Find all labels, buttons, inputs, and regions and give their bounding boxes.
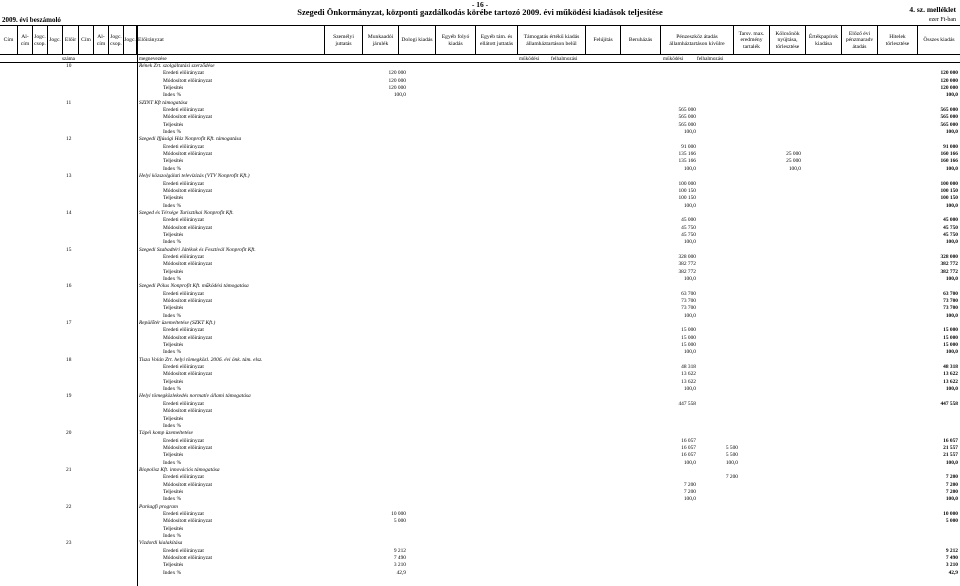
- cell-value: 13 622: [681, 371, 696, 378]
- cell-value: 120 000: [388, 77, 406, 84]
- cell-value: 5 000: [393, 518, 406, 525]
- group-name: Szegedi Szabadtéri Játékok és Fesztivál Nonprofit Kft.: [139, 246, 256, 253]
- group-number: 10: [66, 63, 72, 69]
- row-label: Index %: [163, 92, 182, 99]
- cell-value: 63 700: [681, 290, 696, 297]
- row-label: Teljesítés: [163, 231, 184, 238]
- cell-value: 73 700: [681, 305, 696, 312]
- cell-value: 48 318: [943, 364, 958, 371]
- table-row: [0, 460, 960, 467]
- col-cim: Cím: [0, 26, 18, 55]
- group-header-row: [0, 467, 960, 474]
- row-label: Teljesítés: [163, 525, 184, 532]
- table-row: [0, 217, 960, 224]
- cell-value: 16 057: [681, 437, 696, 444]
- cell-value: 100,0: [683, 129, 696, 136]
- group-number: 16: [66, 283, 72, 290]
- table-row: [0, 533, 960, 540]
- group-name: Repülőtér üzemeltetése (SZKT Kft.): [139, 320, 216, 327]
- row-label: Teljesítés: [163, 488, 184, 495]
- table-row: [0, 114, 960, 121]
- col-eloiranyzat: Előirányzat: [137, 26, 325, 55]
- cell-value: 9 212: [393, 547, 406, 554]
- cell-value: 73 700: [943, 298, 958, 304]
- row-label: Módosított előirányzat: [163, 298, 212, 304]
- group-name: Tisza Volán Zrt. helyi tömegközl. 2006. évi önk. tám. elsz.: [139, 356, 263, 363]
- group-header-row: [0, 320, 960, 327]
- cell-value: 45 000: [943, 217, 958, 224]
- row-label: Index %: [163, 202, 182, 209]
- group-number: 23: [66, 540, 72, 547]
- col-tarsv: Tarsv. max. eredmény tartalék: [734, 26, 770, 55]
- group-header-row: [0, 357, 960, 364]
- table-row: [0, 85, 960, 92]
- cell-value: 16 057: [681, 452, 696, 459]
- cell-value: 5 500: [725, 444, 738, 451]
- group-header-row: [0, 283, 960, 290]
- group-name: Rének Zrt. szolgáltatási szerződése: [139, 63, 215, 69]
- cell-value: 382 772: [940, 261, 958, 268]
- group-header-row: [0, 100, 960, 107]
- col-dologi: Dologi kiadás: [399, 26, 436, 55]
- table-row: [0, 438, 960, 445]
- cell-value: 16 057: [943, 437, 958, 444]
- cell-value: 13 622: [943, 378, 958, 385]
- row-label: Index %: [163, 239, 182, 246]
- row-label: Eredeti előirányzat: [163, 253, 204, 260]
- table-row: [0, 386, 960, 393]
- group-header-row: [0, 393, 960, 400]
- row-label: Eredeti előirányzat: [163, 290, 204, 297]
- row-label: Index %: [163, 459, 182, 466]
- cell-value: 100,0: [683, 275, 696, 282]
- table-row: [0, 482, 960, 489]
- cell-value: 100 000: [678, 180, 696, 187]
- group-number: 22: [66, 503, 72, 510]
- table-row: [0, 364, 960, 371]
- group-header-row: [0, 210, 960, 217]
- cell-value: 7 200: [945, 488, 958, 495]
- row-label: Index %: [163, 386, 182, 393]
- group-header-row: [0, 173, 960, 180]
- row-label: Módosított előirányzat: [163, 187, 212, 194]
- group-header-row: [0, 247, 960, 254]
- col-cim-2: Cím: [79, 26, 94, 55]
- table-row: [0, 122, 960, 129]
- row-label: Módosított előirányzat: [163, 371, 212, 378]
- row-label: Index %: [163, 569, 182, 576]
- row-label: Index %: [163, 349, 182, 356]
- cell-value: 382 772: [678, 261, 696, 268]
- row-label: Teljesítés: [163, 121, 184, 128]
- cell-value: 100,0: [683, 165, 696, 172]
- row-label: Módosított előirányzat: [163, 555, 212, 562]
- cell-value: 565 000: [678, 121, 696, 128]
- group-number: 21: [66, 466, 72, 473]
- table-row: [0, 423, 960, 430]
- group-name: Biopolisz Kft. innovációs támogatása: [139, 466, 220, 473]
- row-label: Teljesítés: [163, 158, 184, 165]
- row-label: Eredeti előirányzat: [163, 474, 204, 481]
- group-header-row: [0, 430, 960, 437]
- col-ertekpapirok: Értékpapírok kiadása: [806, 26, 842, 55]
- cell-value: 328 000: [678, 253, 696, 260]
- cell-value: 15 000: [943, 327, 958, 334]
- col-penzeszkoz: Pénzeszköz átadás államháztartáson kívülre: [661, 26, 734, 55]
- group-number: 17: [66, 320, 72, 327]
- cell-value: 160 166: [940, 151, 958, 158]
- cell-value: 42,9: [396, 569, 406, 576]
- table-row: [0, 144, 960, 151]
- row-label: Módosított előirányzat: [163, 114, 212, 121]
- table-row: [0, 232, 960, 239]
- table-row: [0, 562, 960, 569]
- row-label: Eredeti előirányzat: [163, 547, 204, 554]
- cell-value: 15 000: [681, 342, 696, 349]
- row-label: Index %: [163, 165, 182, 172]
- row-label: Eredeti előirányzat: [163, 107, 204, 114]
- group-number: 19: [66, 393, 72, 400]
- row-label: Eredeti előirányzat: [163, 217, 204, 224]
- row-label: Index %: [163, 129, 182, 136]
- table-row: [0, 474, 960, 481]
- row-label: Módosított előirányzat: [163, 481, 212, 488]
- cell-value: 382 772: [940, 268, 958, 275]
- table-row: [0, 313, 960, 320]
- table-row: [0, 570, 960, 577]
- cell-value: 100 000: [940, 180, 958, 187]
- row-label: Eredeti előirányzat: [163, 437, 204, 444]
- group-number: 11: [66, 99, 72, 106]
- group-name: Vízdordi kialakítása: [139, 540, 183, 547]
- table-row: [0, 408, 960, 415]
- cell-value: 100,0: [945, 275, 958, 282]
- col-alcim-2: Al-cím: [94, 26, 109, 55]
- row-label: Teljesítés: [163, 85, 184, 92]
- row-label: Eredeti előirányzat: [163, 327, 204, 334]
- col-egyeb-tam: Egyéb tám. és ellátott juttatás: [476, 26, 518, 55]
- cell-value: 16 057: [681, 444, 696, 451]
- table-row: [0, 349, 960, 356]
- row-label: Teljesítés: [163, 562, 184, 569]
- group-name: Szegedi Pólus Nonprofit Kft. működési támogatása: [139, 283, 249, 290]
- cell-value: 120 000: [388, 70, 406, 77]
- cell-value: 100,0: [683, 459, 696, 466]
- cell-value: 5 500: [725, 452, 738, 459]
- table-row: [0, 452, 960, 459]
- table-row: [0, 291, 960, 298]
- cell-value: 7 200: [945, 481, 958, 488]
- group-name: Helyi tömegközlekedés normatív állami támogatása: [139, 393, 251, 400]
- cell-value: 45 750: [943, 224, 958, 231]
- table-row: [0, 335, 960, 342]
- table-row: [0, 379, 960, 386]
- cell-value: 45 750: [681, 231, 696, 238]
- cell-value: 15 000: [943, 334, 958, 341]
- col-alcim: Al-cím: [18, 26, 33, 55]
- cell-value: 565 000: [940, 114, 958, 121]
- subheader-felhalmozasi-2: felhalmozási: [697, 56, 724, 62]
- row-label: Teljesítés: [163, 415, 184, 422]
- cell-value: 3 210: [945, 562, 958, 569]
- cell-value: 7 200: [945, 474, 958, 481]
- cell-value: 100,0: [945, 312, 958, 319]
- row-label: Eredeti előirányzat: [163, 180, 204, 187]
- col-jogc-csop-2: Jogc. csop.: [109, 26, 124, 55]
- cell-value: 100 150: [940, 187, 958, 194]
- group-name: Szegedi Ifjúsági Ház Nonprofit Kft. támogatása: [139, 136, 242, 143]
- cell-value: 91 000: [681, 143, 696, 150]
- group-header-row: [0, 136, 960, 143]
- cell-value: 120 000: [940, 77, 958, 84]
- cell-value: 100,0: [788, 165, 801, 172]
- subheader-szama: száma: [62, 56, 75, 62]
- col-eloir: Előir: [63, 26, 79, 55]
- col-szemelyi: Személyi juttatás: [325, 26, 363, 55]
- group-name: Helyi közszolgálati televízizás (VTV Nonprofit Kft.): [139, 173, 250, 180]
- cell-value: 21 557: [943, 452, 958, 459]
- cell-value: 5 000: [945, 518, 958, 525]
- cell-value: 100,0: [683, 202, 696, 209]
- cell-value: 100 150: [678, 195, 696, 202]
- table-header: [0, 26, 960, 55]
- table-row: [0, 327, 960, 334]
- table-row: [0, 92, 960, 99]
- row-label: Módosított előirányzat: [163, 518, 212, 525]
- group-number: 14: [66, 209, 72, 216]
- table-row: [0, 511, 960, 518]
- col-tamogatas: Támogatás értékű kiadás államháztartáson belül: [518, 26, 586, 55]
- table-row: [0, 416, 960, 423]
- cell-value: 42,9: [948, 569, 958, 576]
- col-jogc-csop: Jogc. csop.: [33, 26, 48, 55]
- cell-value: 63 700: [943, 290, 958, 297]
- table-row: [0, 151, 960, 158]
- cell-value: 73 700: [943, 305, 958, 312]
- subheader-mukodesi-1: működési: [519, 56, 540, 62]
- cell-value: 13 622: [681, 378, 696, 385]
- cell-value: 447 558: [940, 400, 958, 407]
- cell-value: 100,0: [945, 459, 958, 466]
- row-label: Módosított előirányzat: [163, 408, 212, 415]
- group-header-row: [0, 540, 960, 547]
- group-name: Parkagfi program: [139, 503, 178, 510]
- row-label: Módosított előirányzat: [163, 444, 212, 451]
- col-munkaadoi: Munkaadói járulék: [363, 26, 399, 55]
- col-egyeb-folyo: Egyéb folyó kiadás: [436, 26, 476, 55]
- table-row: [0, 261, 960, 268]
- row-label: Módosított előirányzat: [163, 151, 212, 158]
- table-row: [0, 342, 960, 349]
- cell-value: 120 000: [940, 85, 958, 92]
- group-number: 13: [66, 173, 72, 180]
- table-row: [0, 518, 960, 525]
- cell-value: 45 750: [943, 231, 958, 238]
- row-label: Index %: [163, 422, 182, 429]
- cell-value: 100,0: [945, 349, 958, 356]
- table-body: [0, 63, 960, 577]
- col-jogc-2: Jogc.: [124, 26, 137, 55]
- cell-value: 7 200: [725, 474, 738, 481]
- unit-label: ezer Ft-ban: [928, 17, 956, 23]
- table-row: [0, 269, 960, 276]
- group-number: 18: [66, 356, 72, 363]
- cell-value: 100 150: [940, 195, 958, 202]
- row-label: Módosított előirányzat: [163, 334, 212, 341]
- year-label: 2009. évi beszámoló: [2, 16, 61, 24]
- table-row: [0, 371, 960, 378]
- cell-value: 100,0: [683, 349, 696, 356]
- col-hitelek: Hitelek törlesztése: [878, 26, 918, 55]
- cell-value: 15 000: [681, 327, 696, 334]
- cell-value: 100,0: [393, 92, 406, 99]
- col-osszes: Összes kiadás: [923, 37, 955, 44]
- cell-value: 100,0: [945, 239, 958, 246]
- cell-value: 135 166: [678, 151, 696, 158]
- row-label: Teljesítés: [163, 305, 184, 312]
- table-row: [0, 225, 960, 232]
- group-header-row: [0, 504, 960, 511]
- table-row: [0, 526, 960, 533]
- table-row: [0, 298, 960, 305]
- row-label: Index %: [163, 312, 182, 319]
- table-row: [0, 188, 960, 195]
- row-label: Eredeti előirányzat: [163, 70, 204, 77]
- cell-value: 3 210: [393, 562, 406, 569]
- cell-value: 25 000: [786, 151, 801, 158]
- cell-value: 382 772: [678, 268, 696, 275]
- table-row: [0, 203, 960, 210]
- cell-value: 565 000: [940, 121, 958, 128]
- table-row: [0, 158, 960, 165]
- table-row: [0, 195, 960, 202]
- row-label: Index %: [163, 533, 182, 539]
- cell-value: 100,0: [945, 92, 958, 99]
- row-label: Teljesítés: [163, 195, 184, 202]
- annex-label: 4. sz. melléklet: [909, 5, 956, 14]
- group-number: 20: [66, 430, 72, 437]
- cell-value: 10 000: [391, 510, 406, 517]
- row-label: Teljesítés: [163, 268, 184, 275]
- cell-value: 100,0: [945, 202, 958, 209]
- cell-value: 100,0: [945, 165, 958, 172]
- cell-value: 45 750: [681, 224, 696, 231]
- col-beruhazas: Beruházás: [621, 26, 661, 55]
- cell-value: 15 000: [943, 342, 958, 349]
- table-row: [0, 489, 960, 496]
- cell-value: 100,0: [683, 312, 696, 319]
- cell-value: 100,0: [683, 239, 696, 246]
- cell-value: 100,0: [945, 386, 958, 393]
- cell-value: 120 000: [388, 85, 406, 92]
- group-header-row: [0, 63, 960, 70]
- cell-value: 135 166: [678, 158, 696, 165]
- cell-value: 160 166: [940, 158, 958, 165]
- row-label: Index %: [163, 496, 182, 503]
- cell-value: 565 000: [678, 114, 696, 121]
- cell-value: 100,0: [725, 459, 738, 466]
- subheader-felhalmozasi-1: felhalmozási: [551, 56, 578, 62]
- subheader-mukodesi-2: működési: [663, 56, 684, 62]
- table-row: [0, 401, 960, 408]
- table-row: [0, 555, 960, 562]
- group-number: 15: [66, 246, 72, 253]
- group-number: 12: [66, 136, 72, 143]
- cell-value: 9 212: [945, 547, 958, 554]
- group-name: SZINT Kft támogatása: [139, 99, 188, 106]
- cell-value: 45 000: [681, 217, 696, 224]
- cell-value: 73 700: [681, 298, 696, 304]
- cell-value: 10 000: [943, 510, 958, 517]
- row-label: Eredeti előirányzat: [163, 143, 204, 150]
- cell-value: 100,0: [683, 386, 696, 393]
- subheader-megnevezese: megnevezése: [139, 56, 167, 62]
- col-felujitas: Felújítás: [586, 26, 621, 55]
- cell-value: 25 000: [786, 158, 801, 165]
- cell-value: 21 557: [943, 444, 958, 451]
- row-label: Index %: [163, 275, 182, 282]
- cell-value: 565 000: [678, 107, 696, 114]
- row-label: Módosított előirányzat: [163, 77, 212, 84]
- table-row: [0, 548, 960, 555]
- group-name: Szeged és Térsége Turisztikai Nonprofit Kft.: [139, 209, 234, 216]
- row-label: Eredeti előirányzat: [163, 364, 204, 371]
- table-row: [0, 181, 960, 188]
- cell-value: 7 490: [393, 555, 406, 562]
- cell-value: 100,0: [683, 496, 696, 503]
- table-row: [0, 78, 960, 85]
- table-row: [0, 254, 960, 261]
- document-title: Szegedi Önkormányzat, központi gazdálkodás körébe tartozó 2009. évi működési kiadások teljesítése: [297, 7, 663, 17]
- row-label: Teljesítés: [163, 378, 184, 385]
- cell-value: 15 000: [681, 334, 696, 341]
- row-label: Módosított előirányzat: [163, 261, 212, 268]
- group-name: Tápéi komp üzemeltetése: [139, 430, 193, 437]
- cell-value: 48 318: [681, 364, 696, 371]
- cell-value: 100 150: [678, 187, 696, 194]
- cell-value: 7 200: [683, 488, 696, 495]
- table-row: [0, 239, 960, 246]
- cell-value: 447 558: [678, 400, 696, 407]
- cell-value: 91 000: [943, 143, 958, 150]
- cell-value: 328 000: [940, 253, 958, 260]
- table-row: [0, 107, 960, 114]
- cell-value: 7 200: [683, 481, 696, 488]
- table-row: [0, 445, 960, 452]
- row-label: Eredeti előirányzat: [163, 510, 204, 517]
- row-label: Eredeti előirányzat: [163, 400, 204, 407]
- cell-value: 565 000: [940, 107, 958, 114]
- table-row: [0, 70, 960, 77]
- cell-value: 13 622: [943, 371, 958, 378]
- col-kolcsonok: Kölcsönök nyújtása, törlesztése: [770, 26, 806, 55]
- row-label: Teljesítés: [163, 452, 184, 459]
- col-jogc: Jogc.: [48, 26, 63, 55]
- cell-value: 100,0: [945, 496, 958, 503]
- cell-value: 120 000: [940, 70, 958, 77]
- table-row: [0, 305, 960, 312]
- row-label: Teljesítés: [163, 342, 184, 349]
- cell-value: 100,0: [945, 129, 958, 136]
- cell-value: 7 490: [945, 555, 958, 562]
- row-label: Módosított előirányzat: [163, 224, 212, 231]
- page-number: - 16 -: [471, 0, 489, 9]
- table-row: [0, 496, 960, 503]
- col-elozo-evi: Előző évi pénzmaradv átadás: [842, 26, 878, 55]
